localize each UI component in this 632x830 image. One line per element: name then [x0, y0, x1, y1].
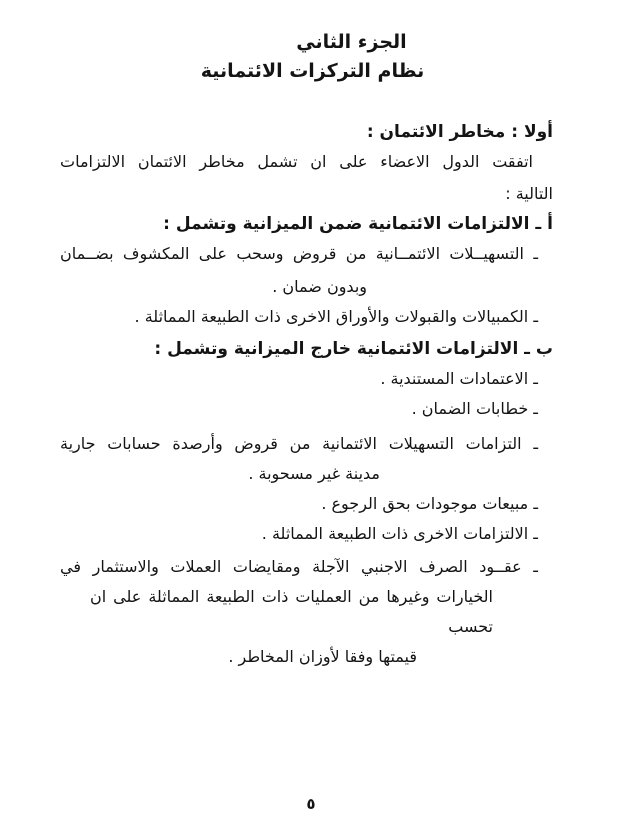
title-system: نظام التركزات الائتمانية [200, 60, 425, 82]
document-title-block [60, 28, 553, 86]
title-part: الجزء الثاني [296, 31, 407, 53]
item-b6-line-1: ـ عقــود الصرف الاجنبي الآجلة ومقايضات العملات والاستثمار في [60, 557, 538, 576]
item-b3-line-1: ـ التزامات التسهيلات الائتمانية من قروض وأرصدة حسابات جارية [60, 434, 538, 453]
heading-section-a-on-balance: أ ـ الالتزامات الائتمانية ضمن الميزانية وتشمل : [163, 214, 553, 234]
item-b4-asset-sales-with-recourse: ـ مبيعات موجودات بحق الرجوع . [321, 494, 538, 513]
item-b1-documentary-credits: ـ الاعتمادات المستندية . [380, 369, 538, 388]
heading-first-credit-risks: أولا : مخاطر الائتمان : [366, 122, 553, 142]
item-b5-other-similar-obligations: ـ الالتزامات الاخرى ذات الطبيعة المماثلة . [261, 524, 538, 543]
item-b6-line-3: قيمتها وفقا لأوزان المخاطر . [228, 647, 417, 666]
intro-paragraph-line-2: التالية : [505, 184, 553, 203]
document-body [60, 117, 553, 672]
item-b3-line-2: مدينة غير مسحوبة . [248, 464, 380, 483]
intro-paragraph-line-1: اتفقت الدول الاعضاء على ان تشمل مخاطر الائتمان الالتزامات [60, 152, 533, 171]
heading-section-b-off-balance: ب ـ الالتزامات الائتمانية خارج الميزانية وتشمل : [154, 339, 553, 359]
item-a1-line-2: وبدون ضمان . [272, 277, 367, 296]
item-a2-bills-acceptances: ـ الكمبيالات والقبولات والأوراق الاخرى ذات الطبيعة المماثلة . [134, 307, 538, 326]
page-number [0, 795, 632, 813]
item-a1-line-1: ـ التسهيــلات الائتمــانية من قروض وسحب على المكشوف بضــمان [60, 244, 538, 263]
item-b2-letters-of-guarantee: ـ خطابات الضمان . [411, 399, 538, 418]
page-number-value: ٥ [306, 795, 316, 813]
item-b6-line-2: الخيارات وغيرها من العمليات ذات الطبيعة المماثلة على ان تحسب [90, 587, 493, 636]
